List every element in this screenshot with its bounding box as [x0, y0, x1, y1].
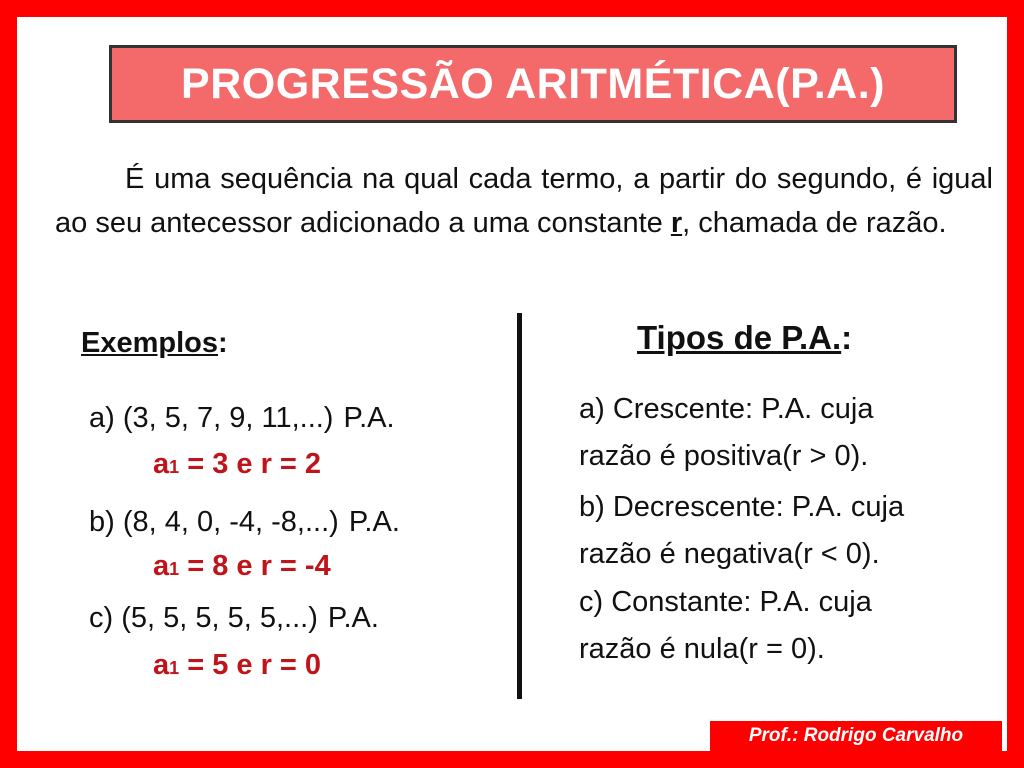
example-b-result: a1 = 8 e r = -4: [153, 550, 331, 582]
example-b-sequence: b) (8, 4, 0, -4, -8,...) P.A.: [89, 506, 400, 538]
type-line-5: c) Constante: P.A. cuja: [579, 586, 872, 618]
example-c-result: a1 = 5 e r = 0: [153, 649, 322, 681]
definition-paragraph: [55, 157, 993, 245]
slide-title: PROGRESSÃO ARITMÉTICA(P.A.): [181, 59, 885, 108]
column-divider: [517, 313, 522, 699]
ratio-symbol: r: [670, 207, 683, 239]
example-a-sequence: a) (3, 5, 7, 9, 11,...) P.A.: [89, 402, 395, 434]
examples-heading: Exemplos:: [81, 327, 228, 359]
types-heading: Tipos de P.A.:: [637, 319, 853, 356]
type-line-2: razão é positiva(r > 0).: [579, 440, 869, 472]
example-a-result: a1 = 3 e r = 2: [153, 448, 322, 480]
type-line-4: razão é negativa(r < 0).: [579, 538, 880, 570]
type-line-6: razão é nula(r = 0).: [579, 633, 825, 665]
example-c-sequence: c) (5, 5, 5, 5, 5,...) P.A.: [89, 602, 379, 634]
definition-text-end: , chamada de razão.: [682, 207, 947, 239]
title-box: [109, 45, 957, 123]
type-line-1: a) Crescente: P.A. cuja: [579, 393, 874, 425]
author-credit: Prof.: Rodrigo Carvalho: [710, 721, 1002, 751]
definition-text-start: É uma sequência na qual cada termo, a partir do segundo, é igual ao seu antecessor adicionado a uma constante: [55, 163, 993, 239]
type-line-3: b) Decrescente: P.A. cuja: [579, 491, 905, 523]
